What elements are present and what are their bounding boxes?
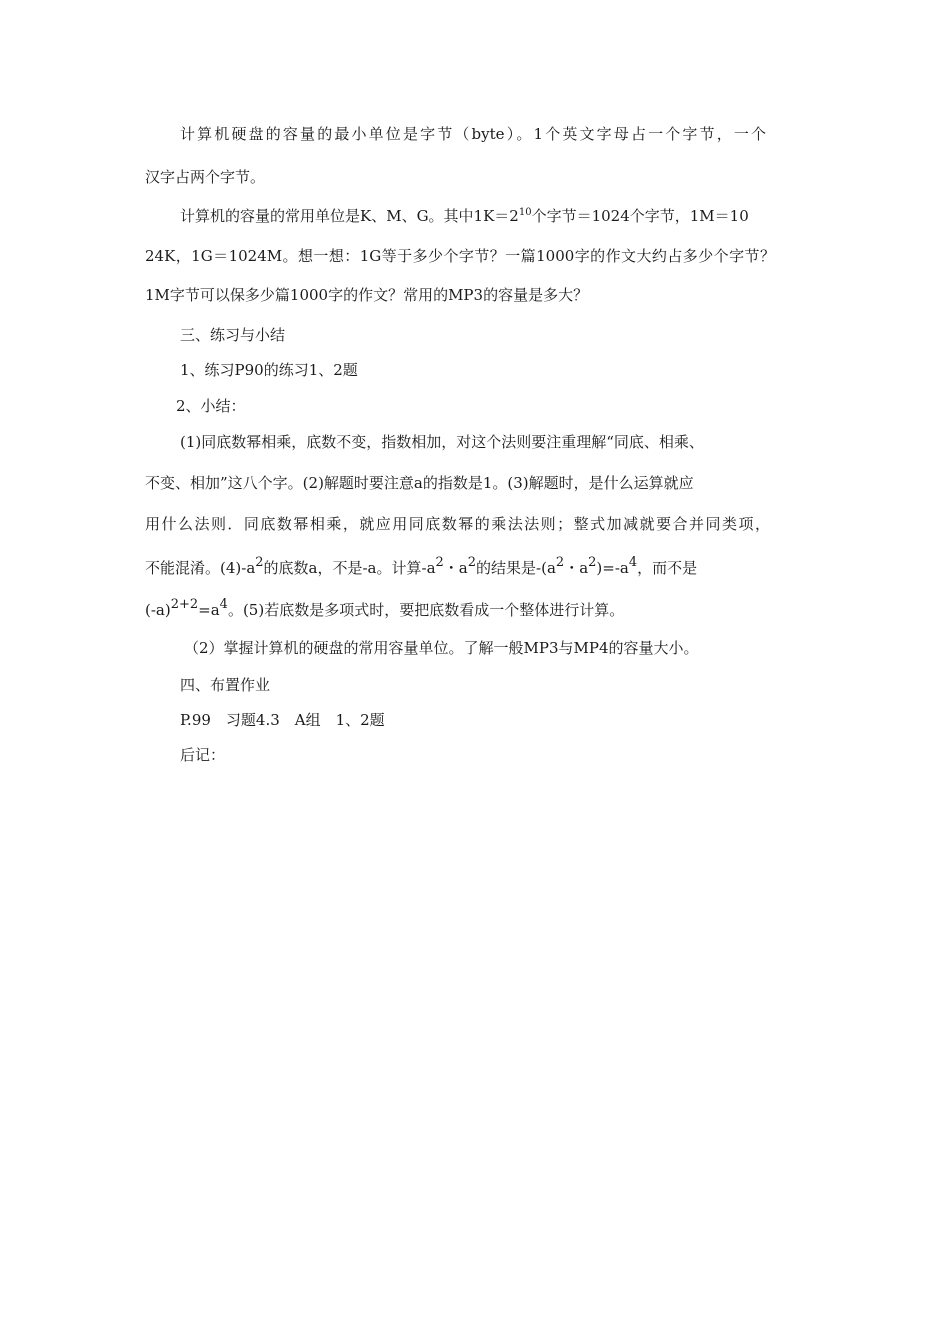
section-4-title: 四、布置作业	[180, 676, 271, 694]
postscript-label: 后记：	[180, 746, 226, 764]
summary-line4: 不能混淆。$(4)-a^2$的底数a，不是-a。计算$-a^2$・$a^2$的结果是$-(a^2$・$a^2)=-a^4$，而不是	[145, 555, 698, 577]
para2-line2: 24K，1G＝1024M。想一想：1G等于多少个字节？一篇1000字的作文大约占多少个字节？	[145, 247, 775, 265]
summary-line1: (1)同底数幂相乘，底数不变，指数相加，对这个法则要注重理解“同底、相乘、	[180, 433, 704, 451]
para1-line2: 汉字占两个字节。	[145, 168, 266, 186]
exercise-item-1: 1、练习P90的练习1、2题	[180, 361, 358, 379]
summary-line2: 不变、相加”这八个字。(2)解题时要注意a的指数是1。(3)解题时，是什么运算就应	[145, 474, 694, 492]
item-2-capacity-units: （2）掌握计算机的硬盘的常用容量单位。了解一般MP3与MP4的容量大小。	[184, 639, 699, 657]
summary-line3: 用什么法则．同底数幂相乘，就应用同底数幂的乘法法则；整式加减就要合并同类项，	[145, 515, 770, 533]
section-3-title: 三、练习与小结	[180, 326, 286, 344]
para2-line1: 计算机的容量的常用单位是K、M、G。其中$1K=2^{10}$个字节＝1024个字节，1M＝10	[180, 207, 749, 225]
homework-assignment: P.99 习题4.3 A组 1、2题	[180, 711, 385, 729]
para1-line1: 计算机硬盘的容量的最小单位是字节（byte）。1个英文字母占一个字节，一个	[180, 125, 766, 143]
summary-heading: 2、小结：	[176, 397, 246, 415]
summary-line5: $(-a)^{2+2}=a^4$。(5)若底数是多项式时，要把底数看成一个整体进行计算。	[145, 597, 625, 619]
para2-line3: 1M字节可以保多少篇1000字的作文？常用的MP3的容量是多大？	[145, 286, 589, 304]
